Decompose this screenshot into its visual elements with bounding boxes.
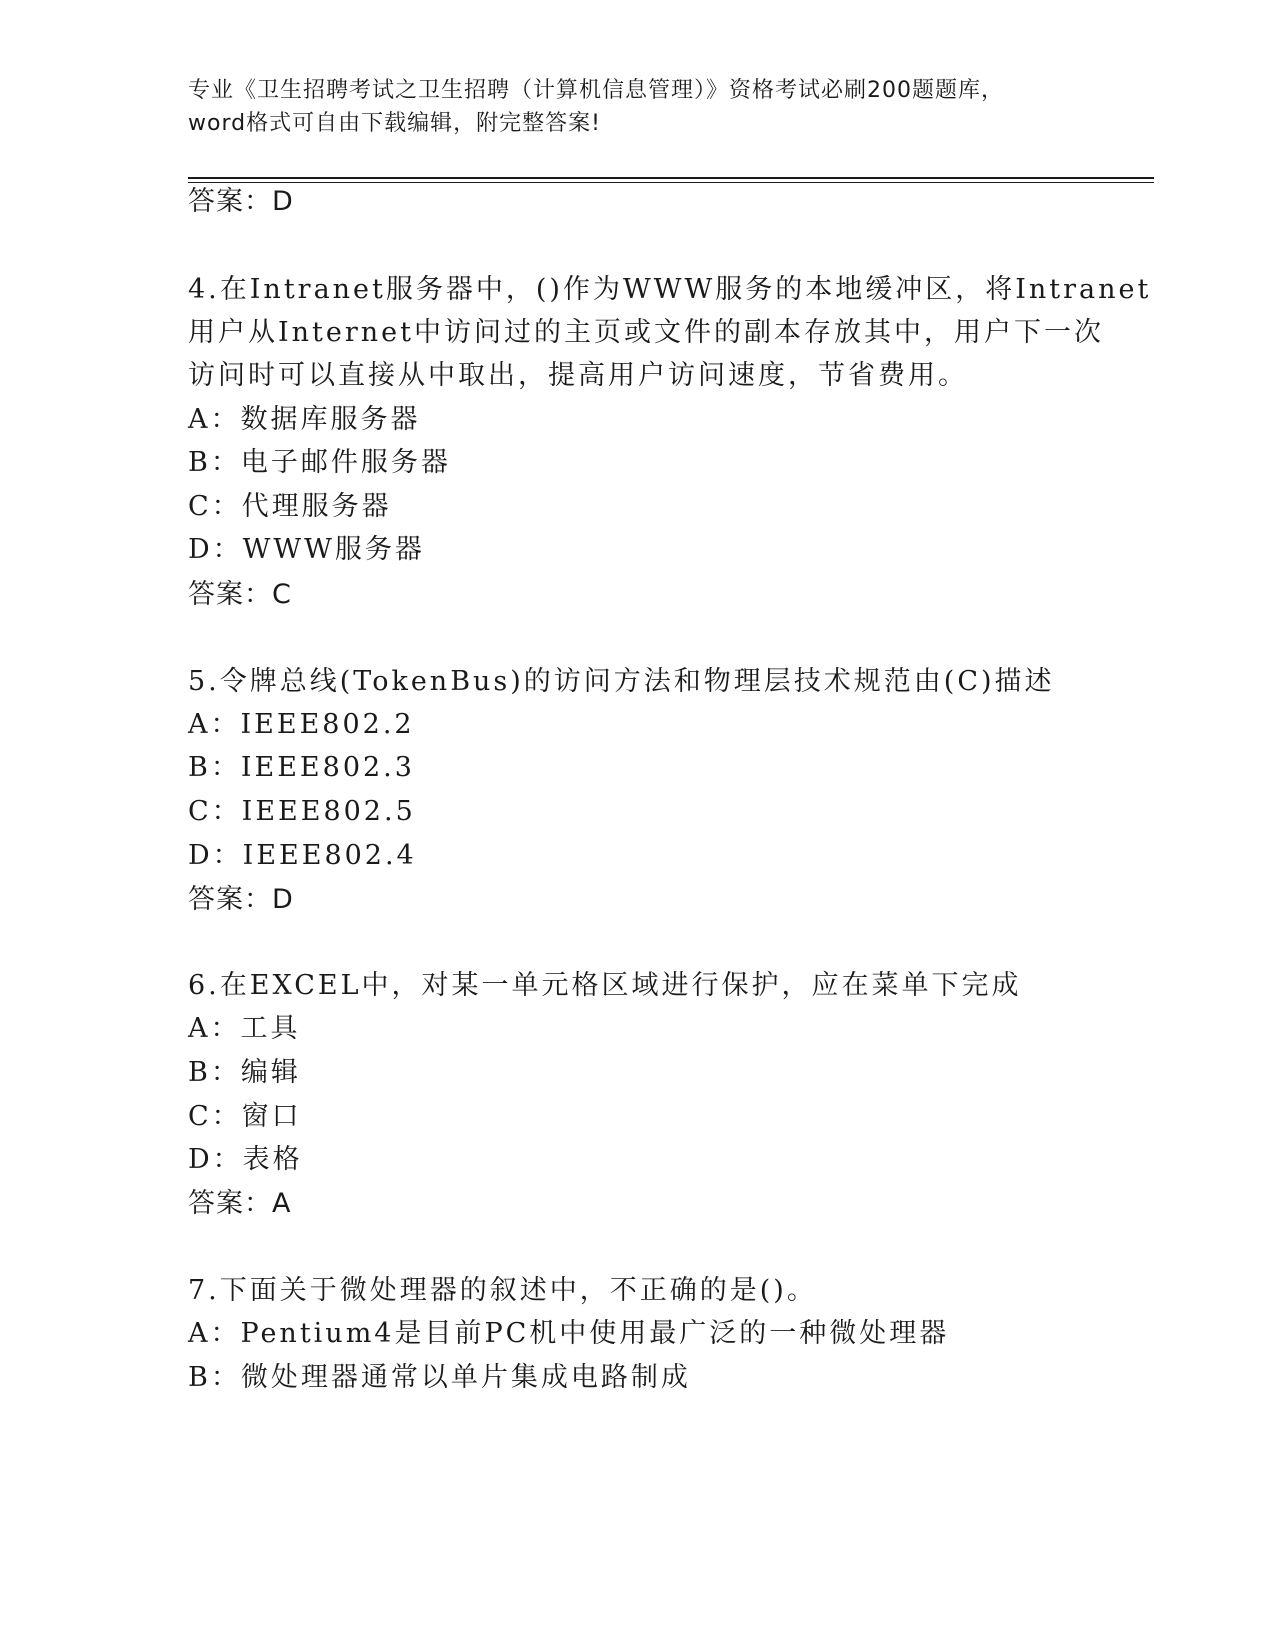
question-4-stem-line-1: 4.在Intranet服务器中，()作为WWW服务的本地缓冲区，将Intranet — [188, 274, 1152, 305]
question-7-option-a: A：Pentium4是目前PC机中使用最广泛的一种微处理器 — [188, 1318, 950, 1349]
question-6-answer: 答案：A — [188, 1188, 292, 1219]
question-6-option-d: D：表格 — [188, 1144, 303, 1175]
question-4-option-c: C：代理服务器 — [188, 491, 392, 522]
question-4-option-d: D：WWW服务器 — [188, 534, 425, 565]
question-5-option-a: A：IEEE802.2 — [188, 709, 415, 740]
question-6-stem: 6.在EXCEL中，对某一单元格区域进行保护，应在菜单下完成 — [188, 970, 1022, 1001]
question-6-option-b: B：编辑 — [188, 1057, 301, 1088]
question-4-stem-line-2: 用户从Internet中访问过的主页或文件的副本存放其中，用户下一次 — [188, 317, 1105, 348]
document-header — [188, 74, 1088, 140]
header-divider-thin — [188, 182, 1154, 183]
question-6-option-a: A：工具 — [188, 1013, 301, 1044]
answer-previous: 答案：D — [188, 186, 294, 217]
header-divider — [188, 177, 1154, 179]
question-4-stem-line-3: 访问时可以直接从中取出，提高用户访问速度，节省费用。 — [188, 360, 968, 391]
question-7-stem: 7.下面关于微处理器的叙述中，不正确的是()。 — [188, 1275, 817, 1306]
question-4-answer: 答案：C — [188, 579, 292, 610]
question-5-answer: 答案：D — [188, 884, 294, 915]
question-5-stem: 5.令牌总线(TokenBus)的访问方法和物理层技术规范由(C)描述 — [188, 666, 1055, 697]
header-line-1: 专业《卫生招聘考试之卫生招聘（计算机信息管理）》资格考试必刷200题题库， — [188, 78, 1004, 103]
question-4-option-b: B：电子邮件服务器 — [188, 447, 451, 478]
header-line-2: word格式可自由下载编辑，附完整答案! — [188, 111, 601, 136]
question-7-option-b: B：微处理器通常以单片集成电路制成 — [188, 1362, 691, 1393]
question-4-option-a: A：数据库服务器 — [188, 404, 421, 435]
question-6-option-c: C：窗口 — [188, 1101, 302, 1132]
question-5-option-c: C：IEEE802.5 — [188, 796, 416, 827]
question-5-option-d: D：IEEE802.4 — [188, 840, 417, 871]
question-5-option-b: B：IEEE802.3 — [188, 752, 415, 783]
